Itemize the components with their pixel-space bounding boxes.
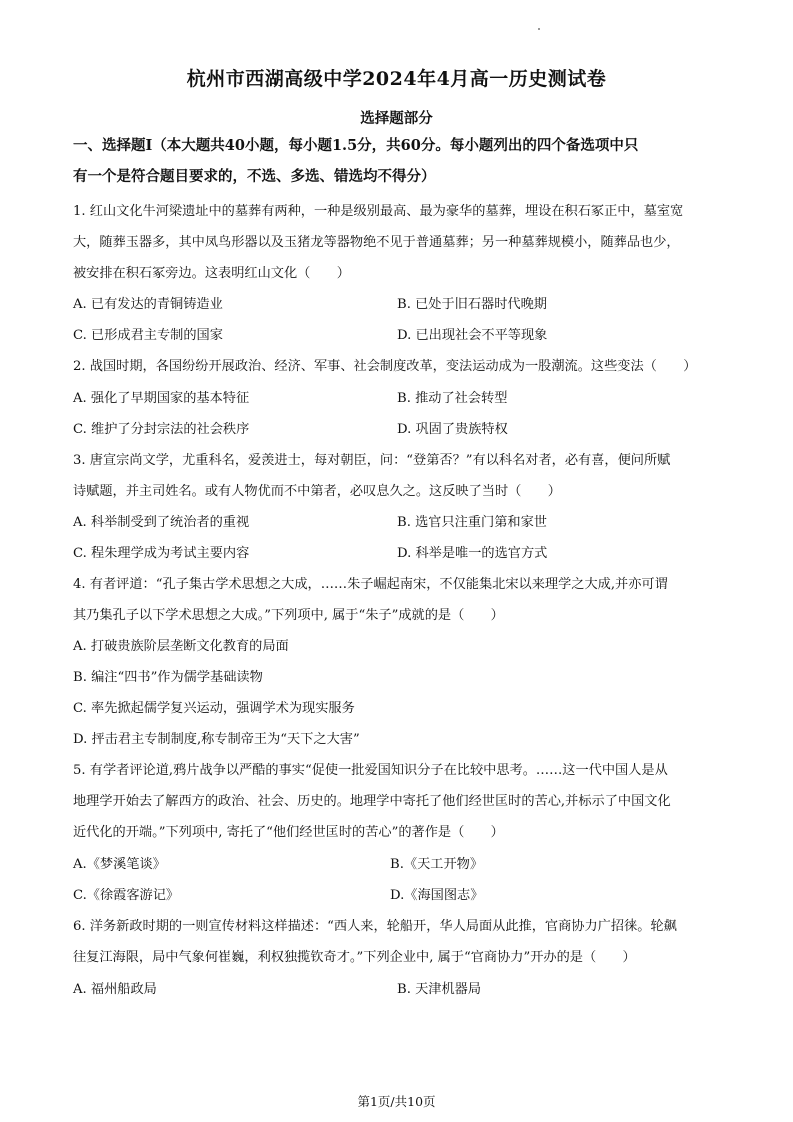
question-2-option-a: A. 强化了早期国家的基本特征: [73, 391, 250, 406]
question-2-option-b: B. 推动了社会转型: [397, 391, 508, 406]
question-6-option-b: B. 天津机器局: [397, 982, 482, 997]
question-3-option-b: B. 选官只注重门第和家世: [397, 515, 547, 530]
question-1-line-3: 被安排在积石冢旁边。这表明红山文化（ ）: [73, 266, 350, 281]
question-2-option-c: C. 维护了分封宗法的社会秩序: [73, 422, 250, 437]
question-1-option-d: D. 已出现社会不平等现象: [397, 328, 548, 343]
question-1-line-1: 1. 红山文化牛河梁遗址中的墓葬有两种，一种是级别最高、最为豪华的墓葬，埋设在积石冢正中，墓室宽: [73, 204, 684, 219]
question-4-line-2: 其乃集孔子以下学术思想之大成。”下列项中, 属于“朱子”成就的是（ ）: [73, 608, 504, 623]
question-5-option-c: C.《徐霞客游记》: [73, 888, 180, 903]
question-1-option-c: C. 已形成君主专制的国家: [73, 328, 223, 343]
question-5-line-2: 地理学开始去了解西方的政治、社会、历史的。地理学中寄托了他们经世匡时的苦心,并标示了中国文化: [73, 794, 671, 809]
question-2-option-d: D. 巩固了贵族特权: [397, 422, 508, 437]
question-3-option-a: A. 科举制受到了统治者的重视: [73, 515, 250, 530]
question-6-line-1: 6. 洋务新政时期的一则宣传材料这样描述：“西人来，轮船开，华人局面从此推，官商协力广招徕。轮飙: [73, 919, 677, 934]
question-1-line-2: 大，随葬玉器多，其中凤鸟形器以及玉猪龙等器物绝不见于普通墓葬；另一种墓葬规模小，随葬品也少，: [73, 235, 680, 250]
question-3-line-2: 诗赋题，并主司姓名。或有人物优而不中第者，必叹息久之。这反映了当时（ ）: [73, 484, 561, 499]
question-1-option-b: B. 已处于旧石器时代晚期: [397, 297, 547, 312]
scan-speck: [538, 28, 540, 30]
question-6-line-2: 往复江海限，局中气象何崔巍，利权独揽钦奇才。”下列企业中, 属于“官商协力”开办的是（ ）: [73, 950, 636, 965]
instructions-line-2: 有一个是符合题目要求的，不选、多选、错选均不得分）: [73, 168, 436, 185]
question-3-option-d: D. 科举是唯一的选官方式: [397, 546, 548, 561]
question-4-option-c: C. 率先掀起儒学复兴运动，强调学术为现实服务: [73, 701, 355, 716]
page-number: 第1页/共10页: [357, 1094, 436, 1109]
question-1-option-a: A. 已有发达的青铜铸造业: [73, 297, 223, 312]
question-3-line-1: 3. 唐宣宗尚文学，尤重科名，爱羡进士，每对朝臣，问：“登第否？”有以科名对者，必有喜，便问所赋: [73, 453, 671, 468]
question-5-line-1: 5. 有学者评论道,鸦片战争以严酷的事实“促使一批爱国知识分子在比较中思考。……这一代中国人是从: [73, 763, 668, 778]
question-5-line-3: 近代化的开端。”下列项中, 寄托了“他们经世匡时的苦心”的著作是（ ）: [73, 825, 504, 840]
instructions-line-1: 一、选择题Ⅰ（本大题共40小题，每小题1.5分，共60分。每小题列出的四个备选项中只: [73, 137, 639, 154]
question-5-option-d: D.《海国图志》: [390, 888, 484, 903]
question-3-option-c: C. 程朱理学成为考试主要内容: [73, 546, 250, 561]
exam-title: 杭州市西湖高级中学2024年4月高一历史测试卷: [186, 68, 607, 90]
section-heading: 选择题部分: [360, 110, 433, 127]
question-4-option-a: A. 打破贵族阶层垄断文化教育的局面: [73, 639, 289, 654]
question-4-option-d: D. 抨击君主专制制度,称专制帝王为“天下之大害”: [73, 732, 360, 747]
question-5-option-a: A.《梦溪笔谈》: [73, 857, 166, 872]
question-4-option-b: B. 编注“四书”作为儒学基础读物: [73, 670, 263, 685]
question-4-line-1: 4. 有者评道：“孔子集古学术思想之大成，……朱子崛起南宋，不仅能集北宋以来理学之大成,并亦可谓: [73, 577, 668, 592]
question-6-option-a: A. 福州船政局: [73, 982, 157, 997]
question-5-option-b: B.《天工开物》: [390, 857, 484, 872]
question-2-line-1: 2. 战国时期，各国纷纷开展政治、经济、军事、社会制度改革，变法运动成为一股潮流。这些变法（ ）: [73, 359, 697, 374]
